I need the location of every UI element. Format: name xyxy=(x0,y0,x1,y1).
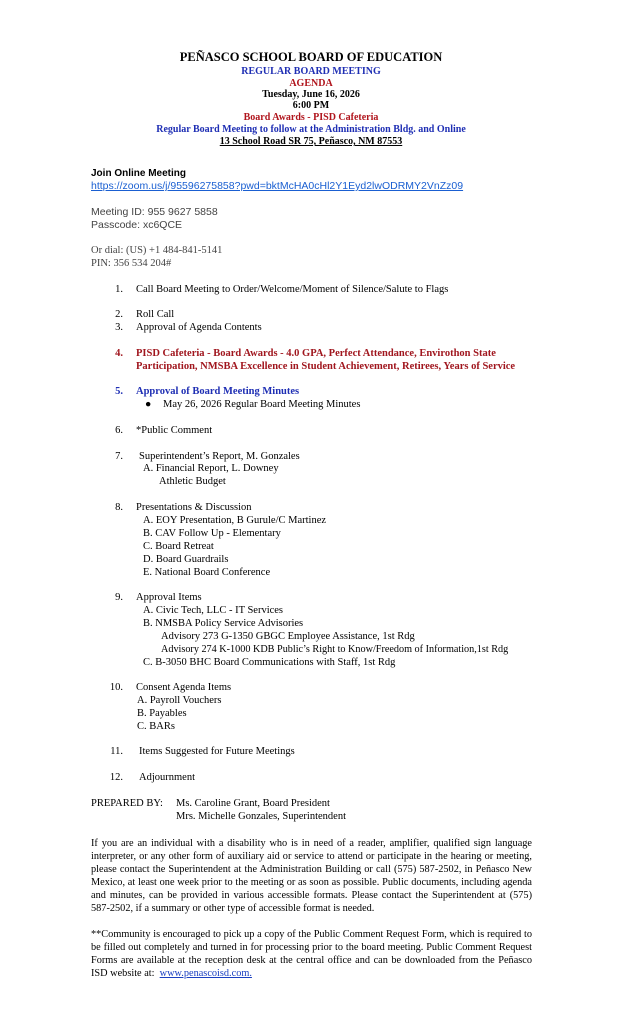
item-7-number: 7. xyxy=(115,451,123,462)
item-10a: A. Payroll Vouchers xyxy=(137,695,222,706)
bullet-icon: ● xyxy=(145,399,152,410)
item-10b: B. Payables xyxy=(137,708,187,719)
item-3-text: Approval of Agenda Contents xyxy=(136,322,262,333)
zoom-link[interactable]: https://zoom.us/j/95596275858?pwd=bktMcHA0cHl2Y1Eyd2lwODRMY2VnZz09 xyxy=(91,180,464,192)
accessibility-notice: If you are an individual with a disability who is in need of a reader, amplifier, qualified sign language interpreter, or any other form of auxiliary aid or service to attend or participate in the hearing or meeting, please contact the Superintendent at the Administration Building or call (575) 587-2502, in Peñasco New Mexico, at least one week prior to the meeting or as soon as possible. Public documents, including agenda and minutes, can be provided in various accessible formats. Please contact the Superintendent at (575) 587-2502, if a summary or other type of accessible format is needed. xyxy=(91,838,532,914)
item-8d: D. Board Guardrails xyxy=(143,554,229,565)
follow-line: Regular Board Meeting to follow at the Administration Bldg. and Online xyxy=(156,124,466,135)
meeting-address: 13 School Road SR 75, Peñasco, NM 87553 xyxy=(219,136,403,147)
prepared-by-name2: Mrs. Michelle Gonzales, Superintendent xyxy=(176,811,346,822)
item-2-text: Roll Call xyxy=(136,309,175,320)
public-comment-notice xyxy=(91,928,532,980)
awards-line: Board Awards - PISD Cafeteria xyxy=(243,112,379,123)
item-4-line2: Participation, NMSBA Excellence in Student Achievement, Retirees, Years of Service xyxy=(136,361,516,372)
meeting-date: Tuesday, June 16, 2026 xyxy=(262,89,360,100)
dial-in: Or dial: (US) +1 484-841-5141 xyxy=(91,245,223,256)
item-9-text: Approval Items xyxy=(136,592,202,603)
item-8-number: 8. xyxy=(115,502,123,513)
item-8a: A. EOY Presentation, B Gurule/C Martinez xyxy=(143,515,327,526)
pin: PIN: 356 534 204# xyxy=(91,258,172,269)
prepared-by-label: PREPARED BY: xyxy=(91,798,163,809)
item-10-text: Consent Agenda Items xyxy=(136,682,232,693)
item-1-number: 1. xyxy=(115,284,123,295)
item-10-number: 10. xyxy=(109,682,123,693)
prepared-by-name1: Ms. Caroline Grant, Board President xyxy=(176,798,330,809)
item-9c: C. B-3050 BHC Board Communications with Staff, 1st Rdg xyxy=(143,657,396,668)
item-12-text: Adjournment xyxy=(139,772,195,783)
item-7a-sub: Athletic Budget xyxy=(159,476,226,487)
item-4-line1: PISD Cafeteria - Board Awards - 4.0 GPA, Perfect Attendance, Envirothon State xyxy=(136,348,496,359)
meeting-id: Meeting ID: 955 9627 5858 xyxy=(91,206,218,218)
item-6-number: 6. xyxy=(115,425,123,436)
item-9a: A. Civic Tech, LLC - IT Services xyxy=(143,605,284,616)
item-3-number: 3. xyxy=(115,322,123,333)
item-11-number: 11. xyxy=(110,746,123,757)
item-5-text: Approval of Board Meeting Minutes xyxy=(136,386,300,397)
item-6-text: *Public Comment xyxy=(136,425,213,436)
board-title: PEÑASCO SCHOOL BOARD OF EDUCATION xyxy=(179,50,443,64)
item-8-text: Presentations & Discussion xyxy=(136,502,252,513)
item-11-text: Items Suggested for Future Meetings xyxy=(139,746,295,757)
item-8e: E. National Board Conference xyxy=(143,567,271,578)
agenda-label: AGENDA xyxy=(289,78,333,89)
meeting-type: REGULAR BOARD MEETING xyxy=(241,66,381,77)
item-5-number: 5. xyxy=(115,386,123,397)
item-9b2: Advisory 274 K-1000 KDB Public’s Right to Know/Freedom of Information,1st Rdg xyxy=(161,644,509,655)
item-7a: A. Financial Report, L. Downey xyxy=(143,463,279,474)
item-5-bullet: May 26, 2026 Regular Board Meeting Minutes xyxy=(163,399,361,410)
item-1-text: Call Board Meeting to Order/Welcome/Moment of Silence/Salute to Flags xyxy=(136,284,449,295)
public-comment-text: **Community is encouraged to pick up a copy of the Public Comment Request Form, which is required to be filled out completely and turned in for processing prior to the board meeting. Public Comment Request Forms are available at the reception desk at the central office and can be downloaded from the Peñasco ISD website at: xyxy=(91,929,532,979)
item-9b1: Advisory 273 G-1350 GBGC Employee Assistance, 1st Rdg xyxy=(161,631,415,642)
item-9-number: 9. xyxy=(115,592,123,603)
join-online-label: Join Online Meeting xyxy=(91,168,187,179)
website-link[interactable]: www.penascoisd.com. xyxy=(159,968,252,979)
item-7-text: Superintendent’s Report, M. Gonzales xyxy=(139,451,300,462)
passcode: Passcode: xc6QCE xyxy=(91,219,183,231)
meeting-time: 6:00 PM xyxy=(292,100,330,111)
item-4-number: 4. xyxy=(115,348,123,359)
item-8b: B. CAV Follow Up - Elementary xyxy=(143,528,281,539)
item-2-number: 2. xyxy=(115,309,123,320)
item-10c: C. BARs xyxy=(137,721,175,732)
item-8c: C. Board Retreat xyxy=(143,541,214,552)
item-9b: B. NMSBA Policy Service Advisories xyxy=(143,618,304,629)
item-12-number: 12. xyxy=(109,772,123,783)
